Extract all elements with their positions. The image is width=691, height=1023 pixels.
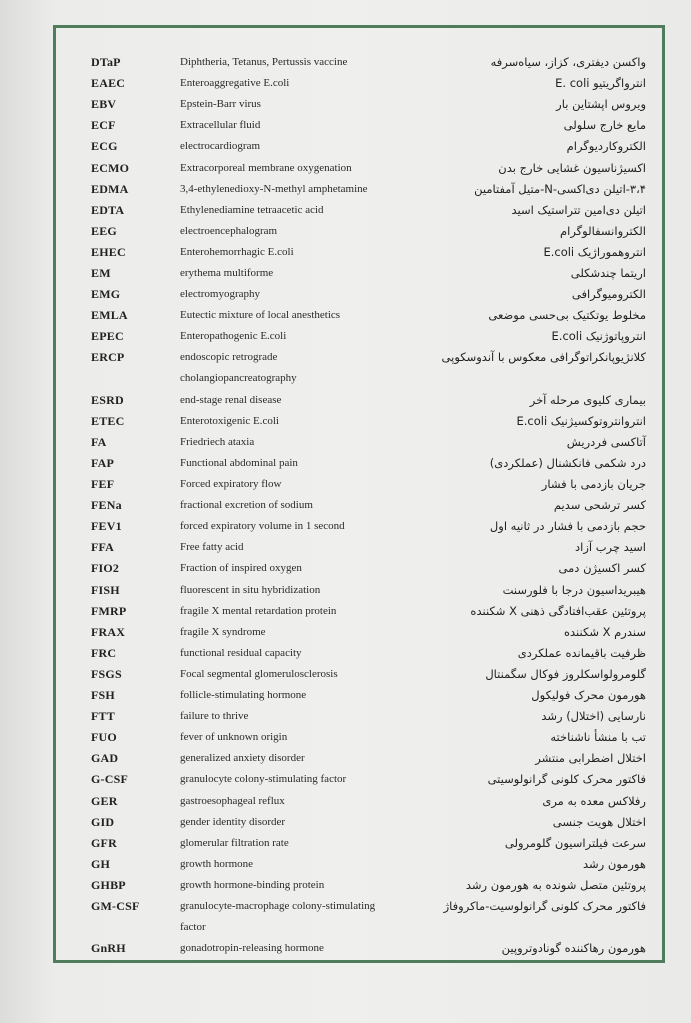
english-term: Enteropathogenic E.coli <box>180 330 287 343</box>
glossary-row <box>56 772 668 793</box>
glossary-row <box>56 477 668 498</box>
persian-term: پروتئین عقب‌افتادگی ذهنی X شکننده <box>470 603 646 618</box>
persian-term: حجم بازدمی با فشار در ثانیه اول <box>489 519 646 534</box>
abbreviation: FFA <box>91 540 115 555</box>
english-term: endoscopic retrograde <box>180 351 278 364</box>
abbreviation: EBV <box>91 97 117 112</box>
persian-term: اختلال هویت جنسی <box>552 814 646 829</box>
abbreviation: GnRH <box>91 941 126 956</box>
abbreviation: FENa <box>91 498 122 513</box>
english-term: electroencephalogram <box>180 224 278 237</box>
glossary-frame <box>53 25 665 963</box>
abbreviation: GAD <box>91 751 119 766</box>
abbreviation: FA <box>91 434 107 449</box>
glossary-row <box>56 97 668 118</box>
english-term: Eutectic mixture of local anesthetics <box>180 309 341 322</box>
persian-term: واکسن دیفتری، کزاز، سیاه‌سرفه <box>490 55 646 69</box>
glossary-row <box>56 646 668 667</box>
abbreviation: ECMO <box>91 160 130 175</box>
persian-term: کسر ترشحی سدیم <box>553 498 646 513</box>
glossary-row <box>56 836 668 857</box>
abbreviation: FRAX <box>91 624 126 639</box>
persian-term: الکتروانسفالوگرام <box>560 223 646 238</box>
abbreviation: ECF <box>91 118 116 133</box>
abbreviation: FEF <box>91 477 115 491</box>
glossary-row <box>56 857 668 878</box>
english-term: gastroesophageal reflux <box>180 794 285 807</box>
english-term: electromyography <box>180 288 261 301</box>
english-term: 3,4-ethylenedioxy-N-methyl amphetamine <box>180 182 368 195</box>
persian-term: هیبریداسیون درجا با فلورسنت <box>502 582 646 597</box>
english-term: fractional excretion of sodium <box>180 499 313 512</box>
persian-term: کلانژیوپانکراتوگرافی معکوس با آندوسکوپی <box>441 350 646 365</box>
persian-term: کسر اکسیژن دمی <box>558 561 646 576</box>
persian-term: درد شکمی فانکشنال (عملکردی) <box>489 455 646 470</box>
persian-term: انتروپاتوژنیک E.coli <box>551 329 646 344</box>
english-term: gender identity disorder <box>180 815 286 828</box>
english-term: end-stage renal disease <box>180 393 282 406</box>
english-term: granulocyte-macrophage colony-stimulating <box>180 900 376 912</box>
abbreviation: GM-CSF <box>91 899 140 913</box>
english-term: Extracellular fluid <box>180 119 261 132</box>
abbreviation: EM <box>91 266 111 280</box>
abbreviation: GFR <box>91 835 117 850</box>
glossary-row <box>56 583 668 604</box>
english-term: functional residual capacity <box>180 646 302 659</box>
abbreviation: EHEC <box>91 244 126 259</box>
english-term: erythema multiforme <box>180 267 274 279</box>
english-term: growth hormone <box>180 857 254 870</box>
glossary-row <box>56 287 668 308</box>
persian-term: اتیلن دی‌امین تتراستیک اسید <box>511 202 646 217</box>
abbreviation: FSGS <box>91 666 122 681</box>
glossary-row <box>56 118 668 139</box>
persian-term: هورمون محرک فولیکول <box>531 688 646 702</box>
english-term: fragile X syndrome <box>180 625 266 638</box>
abbreviation: GER <box>91 793 118 808</box>
persian-term: اسید چرب آزاد <box>575 540 646 555</box>
english-term: fragile X mental retardation protein <box>180 604 337 617</box>
persian-term: مخلوط یوتکتیک بی‌حسی موضعی <box>488 308 646 323</box>
english-term: failure to thrive <box>180 710 249 723</box>
english-term: gonadotropin-releasing hormone <box>180 942 324 955</box>
english-term: growth hormone-binding protein <box>180 878 325 891</box>
abbreviation: EMG <box>91 287 121 302</box>
glossary-row <box>56 941 668 962</box>
persian-term: سرعت فیلتراسیون گلومرولی <box>504 835 646 850</box>
glossary-row <box>56 55 668 76</box>
glossary-row <box>56 329 668 350</box>
english-term: Focal segmental glomerulosclerosis <box>180 667 338 680</box>
persian-term: هورمون رشد <box>583 856 646 871</box>
abbreviation: FUO <box>91 730 117 745</box>
glossary-row <box>56 667 668 688</box>
persian-term: ظرفیت باقیمانده عملکردی <box>517 645 646 660</box>
persian-term: انتروهموراژیک E.coli <box>543 244 646 259</box>
glossary-row <box>56 899 668 933</box>
persian-term: انتروانتروتوکسیژنیک E.coli <box>516 413 646 428</box>
glossary-row <box>56 519 668 540</box>
glossary-row <box>56 435 668 456</box>
persian-term: جریان بازدمی با فشار <box>541 477 646 491</box>
persian-term: نارسایی (اختلال) رشد <box>541 709 646 724</box>
abbreviation: ETEC <box>91 413 125 428</box>
persian-term: الکترومیوگرافی <box>571 287 646 302</box>
glossary-row <box>56 161 668 182</box>
persian-term: اختلال اضطرابی منتشر <box>535 751 646 766</box>
english-term: Extracorporeal membrane oxygenation <box>180 161 352 174</box>
glossary-row <box>56 878 668 899</box>
glossary-row <box>56 76 668 97</box>
english-term: Enterotoxigenic E.coli <box>180 414 279 427</box>
persian-term: رفلاکس معده به مری <box>542 793 646 808</box>
persian-term: فاکتور محرک کلونی گرانولوسیت-ماکروفاژ <box>443 899 646 913</box>
glossary-row <box>56 245 668 266</box>
abbreviation: FTT <box>91 709 115 724</box>
abbreviation: EAEC <box>91 76 126 91</box>
english-term: Functional abdominal pain <box>180 456 298 469</box>
glossary-row <box>56 751 668 772</box>
persian-term: اریتما چندشکلی <box>570 266 646 280</box>
abbreviation: FISH <box>91 582 120 597</box>
english-term: Epstein-Barr virus <box>180 98 261 111</box>
persian-term: تب با منشأ ناشناخته <box>550 730 646 745</box>
english-term: generalized anxiety disorder <box>180 752 305 765</box>
english-term: electrocardiogram <box>180 140 261 153</box>
abbreviation: ERCP <box>91 350 125 365</box>
glossary-row <box>56 139 668 160</box>
persian-term: گلومرولواسکلروز فوکال سگمنتال <box>485 666 646 681</box>
abbreviation: G-CSF <box>91 772 128 787</box>
persian-term: بیماری کلیوی مرحله آخر <box>529 392 646 407</box>
abbreviation: EMLA <box>91 308 128 323</box>
abbreviation: FMRP <box>91 603 127 618</box>
glossary-row <box>56 604 668 625</box>
glossary-row <box>56 350 668 385</box>
abbreviation: FIO2 <box>91 561 120 576</box>
glossary-row <box>56 561 668 582</box>
english-term: Enteroaggregative E.coli <box>180 77 290 90</box>
english-term: Fraction of inspired oxygen <box>180 562 302 575</box>
english-term: Free fatty acid <box>180 541 244 554</box>
glossary-row <box>56 393 668 414</box>
persian-term: سندرم X شکننده <box>563 624 646 639</box>
abbreviation: EEG <box>91 223 117 238</box>
glossary-row <box>56 688 668 709</box>
glossary-row <box>56 709 668 730</box>
persian-term: هورمون رهاکننده گونادوتروپین <box>501 941 646 956</box>
abbreviation: ECG <box>91 139 118 154</box>
english-term: follicle-stimulating hormone <box>180 689 307 701</box>
persian-term: فاکتور محرک کلونی گرانولوسیتی <box>487 772 646 787</box>
glossary-row <box>56 625 668 646</box>
persian-term: آتاکسی فردریش <box>566 434 646 449</box>
english-term: Diphtheria, Tetanus, Pertussis vaccine <box>180 56 348 68</box>
abbreviation: DTaP <box>91 55 121 69</box>
english-term-continuation: cholangiopancreatography <box>180 372 297 385</box>
glossary-row <box>56 203 668 224</box>
glossary-row <box>56 414 668 435</box>
english-term: glomerular filtration rate <box>180 836 289 849</box>
english-term: Enterohemorrhagic E.coli <box>180 245 294 258</box>
abbreviation: GHBP <box>91 877 126 892</box>
abbreviation: GID <box>91 814 115 829</box>
glossary-row <box>56 266 668 287</box>
persian-term: مایع خارج سلولی <box>563 118 646 133</box>
glossary-row <box>56 498 668 519</box>
english-term-continuation: factor <box>180 921 206 933</box>
glossary-row <box>56 794 668 815</box>
abbreviation: EPEC <box>91 329 124 344</box>
english-term: Forced expiratory flow <box>180 478 282 490</box>
persian-term: پروتئین متصل شونده به هورمون رشد <box>465 877 646 892</box>
glossary-row <box>56 815 668 836</box>
glossary-row <box>56 308 668 329</box>
glossary-row <box>56 182 668 203</box>
english-term: Ethylenediamine tetraacetic acid <box>180 203 324 216</box>
abbreviation: FEV1 <box>91 519 122 534</box>
english-term: fluorescent in situ hybridization <box>180 583 321 596</box>
english-term: fever of unknown origin <box>180 731 288 744</box>
persian-term: ویروس اپشتاین بار <box>556 97 646 112</box>
persian-term: الکتروکاردیوگرام <box>566 139 646 154</box>
english-term: forced expiratory volume in 1 second <box>180 520 345 533</box>
glossary-row <box>56 540 668 561</box>
glossary-row <box>56 730 668 751</box>
abbreviation: EDMA <box>91 181 129 196</box>
abbreviation: GH <box>91 856 111 871</box>
abbreviation: FAP <box>91 455 115 470</box>
abbreviation: FRC <box>91 645 117 660</box>
abbreviation: ESRD <box>91 392 124 407</box>
abbreviation: FSH <box>91 688 115 702</box>
persian-term: انترواگریتیو E. coli <box>555 76 646 91</box>
english-term: Friedriech ataxia <box>180 435 255 448</box>
glossary-row <box>56 456 668 477</box>
glossary-row <box>56 224 668 245</box>
abbreviation: EDTA <box>91 202 125 217</box>
persian-term: اکسیژناسیون غشایی خارج بدن <box>498 160 646 175</box>
persian-term: ۳،۴-اتیلن دی‌اکسی-N-متیل آمفتامین <box>474 181 646 196</box>
english-term: granulocyte colony-stimulating factor <box>180 773 347 786</box>
